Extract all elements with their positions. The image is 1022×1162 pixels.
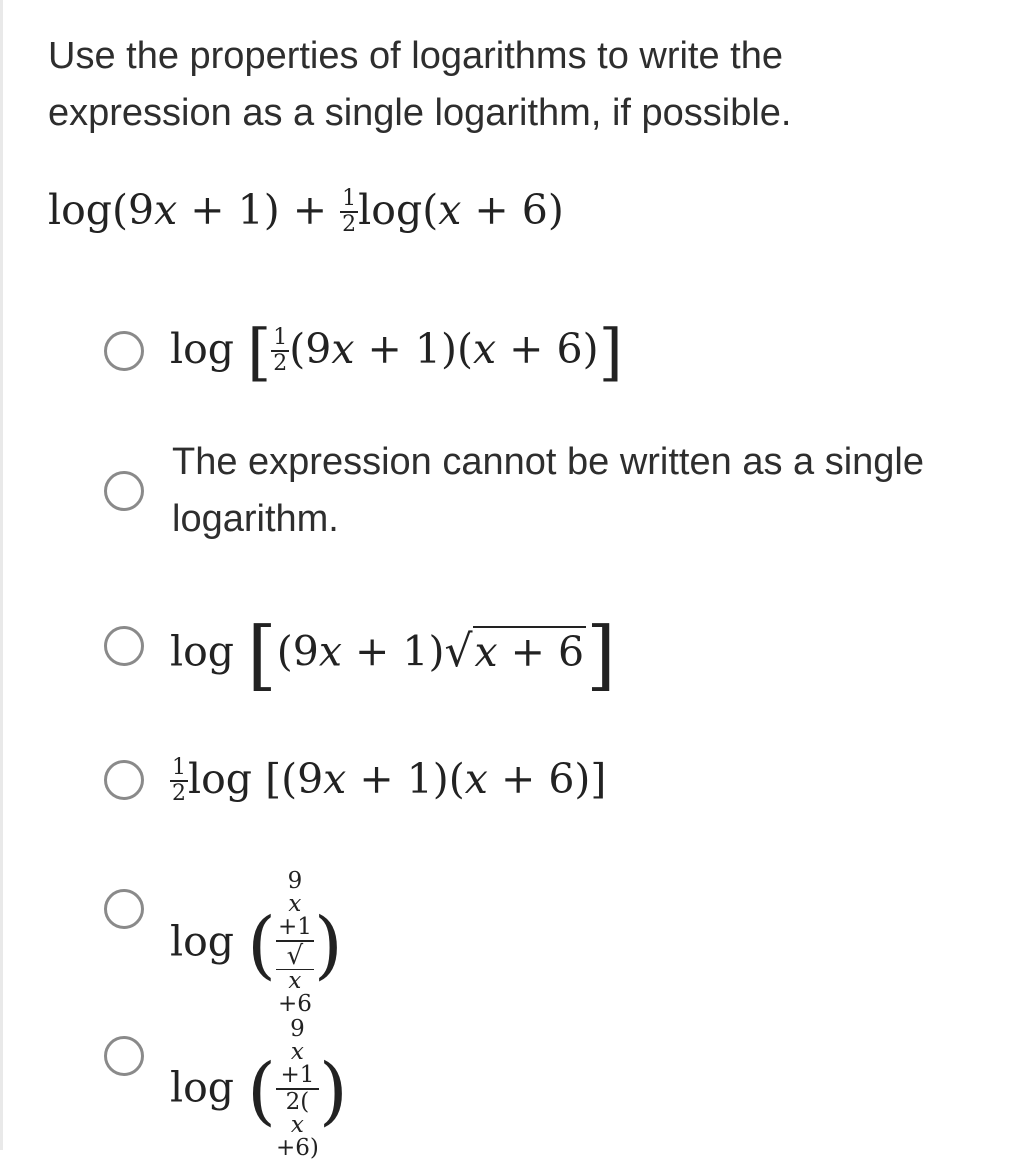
option-d-fraction: $\frac{1}{2}$ (172, 754, 186, 806)
square-root: √x + 6 (444, 625, 585, 677)
option-e-expression[interactable]: log ( 9 x +1 √ x +6 ) (170, 868, 343, 1017)
option-f-fraction: 9 x +1 2( x +6) (275, 1016, 319, 1161)
option-f-expression[interactable]: log ( 9 x +1 2( x +6) ) (170, 1016, 348, 1161)
option-e-fraction: 9 x +1 √ x +6 (277, 868, 312, 1017)
radio-option-c[interactable] (104, 626, 144, 666)
option-a-expression[interactable]: log [ $\frac{1}{2}$ (9x + 1)(x + 6)] (170, 315, 623, 389)
option-b-text[interactable]: The expression cannot be written as a single logarithm. (172, 441, 924, 540)
option-c-expression[interactable]: log [(9x + 1)√x + 6] (170, 610, 616, 699)
radio-option-f[interactable] (104, 1036, 144, 1076)
left-border (0, 0, 3, 1150)
radio-option-d[interactable] (104, 760, 144, 800)
question-prompt: Use the properties of logarithms to write the expression as a single logarithm, if possible. (48, 35, 792, 134)
radio-option-e[interactable] (104, 889, 144, 929)
option-d-expression[interactable]: $\frac{1}{2}$ log [(9x + 1)(x + 6)] (172, 754, 607, 806)
option-a-fraction: $\frac{1}{2}$ (273, 324, 288, 376)
one-half-fraction: $\frac{1}{2}$ (342, 185, 357, 237)
radio-option-b[interactable] (104, 471, 144, 511)
square-root: √ x +6 (277, 941, 312, 1017)
radio-option-a[interactable] (104, 331, 144, 371)
main-expression: log(9x + 1) + $\frac{1}{2}$ log(x + 6) (48, 185, 564, 237)
